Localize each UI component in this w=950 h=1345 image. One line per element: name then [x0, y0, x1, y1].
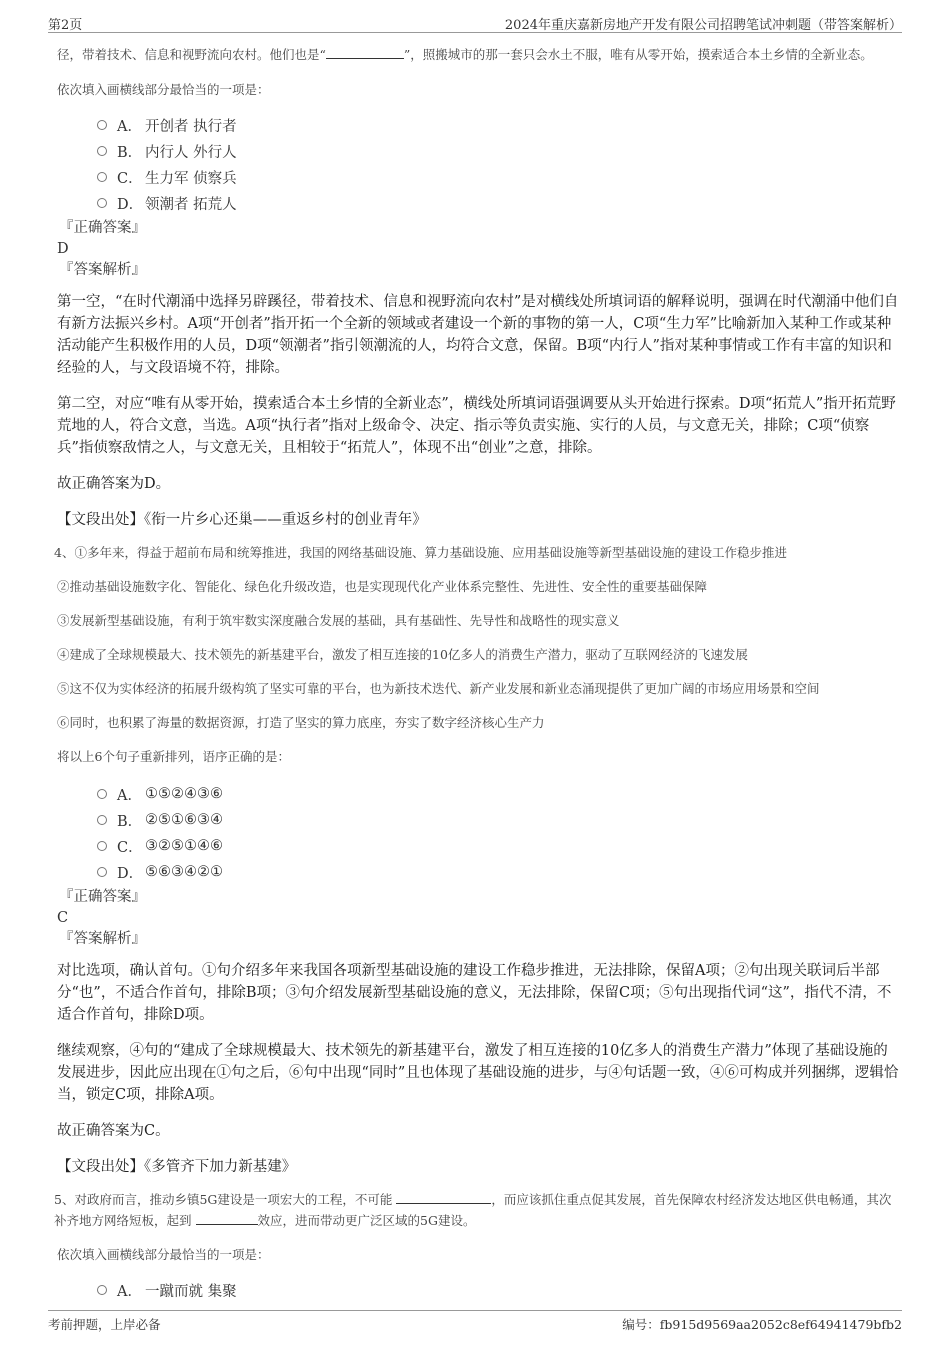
question-5-prompt: 依次填入画横线部分最恰当的一项是：	[57, 1247, 270, 1262]
analysis-paragraph: 对比选项，确认首句。①句介绍多年来我国各项新型基础设施的建设工作稳步推进，无法排除，保留A项；②句出现关联词后半部分“也”，不适合作首句，排除B项；③句介绍发展新型基础设施的意义，无法排除，保留C项；⑤句出现指代词“这”，指代不清，不适合作首句，排除D项。	[57, 963, 892, 1023]
question-3-prompt: 依次填入画横线部分最恰当的一项是：	[57, 82, 270, 97]
option-a[interactable]: A． 开创者 执行者	[97, 112, 902, 138]
radio-icon[interactable]	[97, 198, 107, 208]
question-4-prompt: 将以上6个句子重新排列，语序正确的是：	[57, 749, 290, 764]
question-3-options	[97, 112, 902, 216]
analysis-paragraph: 继续观察，④句的“建成了全球规模最大、技术领先的新基建平台，激发了相互连接的10亿多人的消费生产潜力”体现了基础设施的发展进步，因此应出现在①句之后，⑥句中出现“同时”且也体现了基础设施的进步，与④句话题一致，④⑥可构成并列捆绑，逻辑恰当，锁定C项，排除A项。	[57, 1043, 899, 1103]
radio-icon[interactable]	[97, 146, 107, 156]
radio-icon[interactable]	[97, 120, 107, 130]
analysis-paragraph: 第二空，对应“唯有从零开始，摸索适合本土乡情的全新业态”，横线处所填词语强调要从头开始进行探索。D项“拓荒人”指开拓荒野荒地的人，符合文意，当选。A项“执行者”指对上级命令、决定、指示等负责实施、实行的人员，与文意无关，排除；C项“侦察兵”指侦察敌情之人，与文意无关，且相较于“拓荒人”，体现不出“创业”之意，排除。	[57, 396, 896, 456]
page-content	[54, 44, 902, 1303]
document-title: 2024年重庆嘉新房地产开发有限公司招聘笔试冲刺题（带答案解析）	[504, 18, 902, 33]
option-c[interactable]: C． ③②⑤①④⑥	[97, 833, 902, 859]
question-4-sentence: 4、①多年来，得益于超前布局和统筹推进，我国的网络基础设施、算力基础设施、应用基础设施等新型基础设施的建设工作稳步推进	[54, 545, 787, 560]
option-d[interactable]: D． ⑤⑥③④②①	[97, 859, 902, 885]
question-4-sentence: ⑤这不仅为实体经济的拓展升级构筑了坚实可靠的平台，也为新技术迭代、新产业发展和新业态涌现提供了更加广阔的市场应用场景和空间	[57, 681, 820, 696]
analysis-conclusion: 故正确答案为C。	[57, 1123, 170, 1139]
blank-line	[396, 1189, 491, 1204]
page-footer	[48, 1310, 902, 1333]
question-4-sentence: ④建成了全球规模最大、技术领先的新基建平台，激发了相互连接的10亿多人的消费生产潜力，驱动了互联网经济的飞速发展	[57, 647, 748, 662]
analysis-label: 『答案解析』	[59, 262, 146, 278]
question-5-text: 5、对政府而言，推动乡镇5G建设是一项宏大的工程，不可能 ，而应该抓住重点促其发展，首先保障农村经济发达地区供电畅通，其次补齐地方网络短板，起到 效应，进而带动更广泛区域的5G建设。	[54, 1189, 902, 1231]
footer-slogan: 考前押题，上岸必备	[48, 1317, 161, 1332]
question-3-text: 径，带着技术、信息和视野流向农村。他们也是“ ”，照搬城市的那一套只会水土不服，唯有从零开始，摸索适合本土乡情的全新业态。	[57, 44, 902, 65]
radio-icon[interactable]	[97, 815, 107, 825]
option-d[interactable]: D． 领潮者 拓荒人	[97, 190, 902, 216]
option-c[interactable]: C． 生力军 侦察兵	[97, 164, 902, 190]
answer-value: D	[57, 241, 69, 257]
radio-icon[interactable]	[97, 1285, 107, 1295]
question-4-sentence: ⑥同时，也积累了海量的数据资源，打造了坚实的算力底座，夯实了数字经济核心生产力	[57, 715, 545, 730]
analysis-paragraph: 第一空，“在时代潮涌中选择另辟蹊径，带着技术、信息和视野流向农村”是对横线处所填词语的解释说明，强调在时代潮涌中他们自有新方法振兴乡村。A项“开创者”指开拓一个全新的领域或者建设一个新的事物的第一人，C项“生力军”比喻新加入某种工作或某种活动能产生积极作用的人员，D项“领潮者”指引领潮流的人，均符合文意，保留。B项“内行人”指对某种事情或工作有丰富的知识和经验的人，与文段语境不符，排除。	[57, 294, 899, 376]
option-b[interactable]: B． 内行人 外行人	[97, 138, 902, 164]
option-a[interactable]: A． ①⑤②④③⑥	[97, 781, 902, 807]
question-4-sentence: ②推动基础设施数字化、智能化、绿色化升级改造，也是实现现代化产业体系完整性、先进性、安全性的重要基础保障	[57, 579, 708, 594]
radio-icon[interactable]	[97, 172, 107, 182]
question-5-options	[97, 1277, 902, 1303]
answer-label: 『正确答案』	[59, 889, 146, 905]
source-citation: 【文段出处】《衔一片乡心还巢——重返乡村的创业青年》	[57, 512, 427, 528]
blank-line	[196, 1210, 258, 1225]
analysis-conclusion: 故正确答案为D。	[57, 476, 171, 492]
page-number: 第2页	[48, 18, 83, 33]
page-header	[48, 10, 902, 33]
document-id: 编号：fb915d9569aa2052c8ef64941479bfb2	[622, 1317, 902, 1332]
option-b[interactable]: B． ②⑤①⑥③④	[97, 807, 902, 833]
question-4-options	[97, 781, 902, 885]
answer-label: 『正确答案』	[59, 220, 146, 236]
radio-icon[interactable]	[97, 789, 107, 799]
option-a[interactable]: A． 一蹴而就 集聚	[97, 1277, 902, 1303]
blank-line	[326, 44, 404, 59]
question-4-sentence: ③发展新型基础设施，有利于筑牢数实深度融合发展的基础，具有基础性、先导性和战略性的现实意义	[57, 613, 620, 628]
analysis-label: 『答案解析』	[59, 931, 146, 947]
answer-value: C	[57, 910, 69, 926]
source-citation: 【文段出处】《多管齐下加力新基建》	[57, 1159, 297, 1175]
radio-icon[interactable]	[97, 867, 107, 877]
radio-icon[interactable]	[97, 841, 107, 851]
